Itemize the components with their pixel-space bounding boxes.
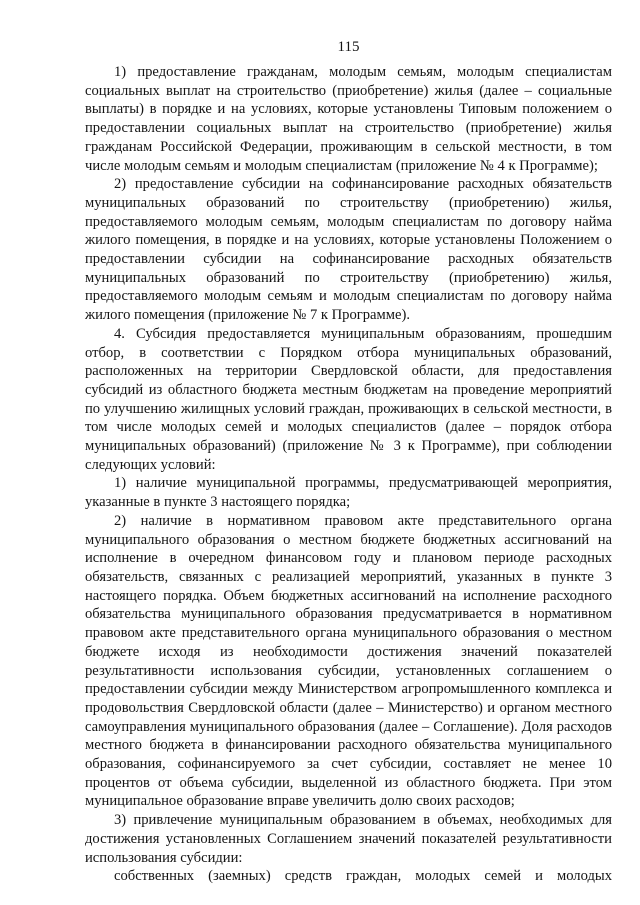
document-body: [85, 63, 612, 886]
paragraph-section-4-subsidy-conditions: 4. Субсидия предоставляется муниципальным образованиям, прошедшим отбор, в соответствии с Порядком отбора муниципальных образований, расположенных на территории Свердловской области, для предоставления субсидий из областного бюджета местным бюджетам на проведение мероприятий по улучшению жилищных условий граждан, проживающих в сельской местности, в том числе молодых семей и молодых специалистов (далее – порядок отбора муниципальных образований) (приложение № 3 к Программе), при соблюдении следующих условий:: [85, 325, 612, 473]
page-number: 115: [337, 39, 360, 55]
paragraph-condition-1-municipal-program: 1) наличие муниципальной программы, предусматривающей мероприятия, указанные в пункте 3 настоящего порядка;: [85, 475, 612, 511]
paragraph-own-funds-continued: собственных (заемных) средств граждан, молодых семей и молодых: [114, 868, 612, 885]
paragraph-item-1-social-payments: 1) предоставление гражданам, молодым семьям, молодым специалистам социальных выплат на строительство (приобретение) жилья (далее – социальные выплаты) в порядке и на условиях, которые установлены Типовым положением о предоставлении социальных выплат на строительство (приобретение) жилья гражданам Российской Федерации, проживающим в сельской местности, в том числе молодым семьям и молодым специалистам (приложение № 4 к Программе);: [85, 64, 612, 174]
paragraph-condition-3-attraction-of-funds: 3) привлечение муниципальным образованием в объемах, необходимых для достижения установленных Соглашением значений показателей результативности использования субсидии:: [85, 812, 612, 866]
paragraph-condition-2-budget-allocations: 2) наличие в нормативном правовом акте представительного органа муниципального образования о местном бюджете бюджетных ассигнований на исполнение в очередном финансовом году и плановом периоде расходных обязательств, связанных с реализацией мероприятий, указанных в пункте 3 настоящего порядка. Объем бюджетных ассигнований на исполнение расходного обязательства муниципального образования предусматривается в нормативном правовом акте представительного органа муниципального образования о местном бюджете исходя из необходимости достижения значений показателей результативности использования субсидии, установленных соглашением о предоставлении субсидии между Министерством агропромышленного комплекса и продовольствия Свердловской области (далее – Министерство) и органом местного самоуправления муниципального образования (далее – Соглашение). Доля расходов местного бюджета в финансировании расходного обязательства муниципального образования, софинансируемого за счет субсидии, составляет не менее 10 процентов от объема субсидии, выделенной из областного бюджета. При этом муниципальное образование вправе увеличить долю своих расходов;: [85, 512, 612, 810]
paragraph-item-2-subsidy-cofinancing: 2) предоставление субсидии на софинансирование расходных обязательств муниципальных образований по строительству (приобретению) жилья, предоставляемого молодым семьям, молодым специалистам по договору найма жилого помещения, в порядке и на условиях, которые установлены Положением о предоставлении субсидии на софинансирование расходных обязательств муниципальных образований по строительству (приобретению) жилья, предоставляемого молодым семьям и молодым специалистам по договору найма жилого помещения (приложение № 7 к Программе).: [85, 176, 612, 324]
